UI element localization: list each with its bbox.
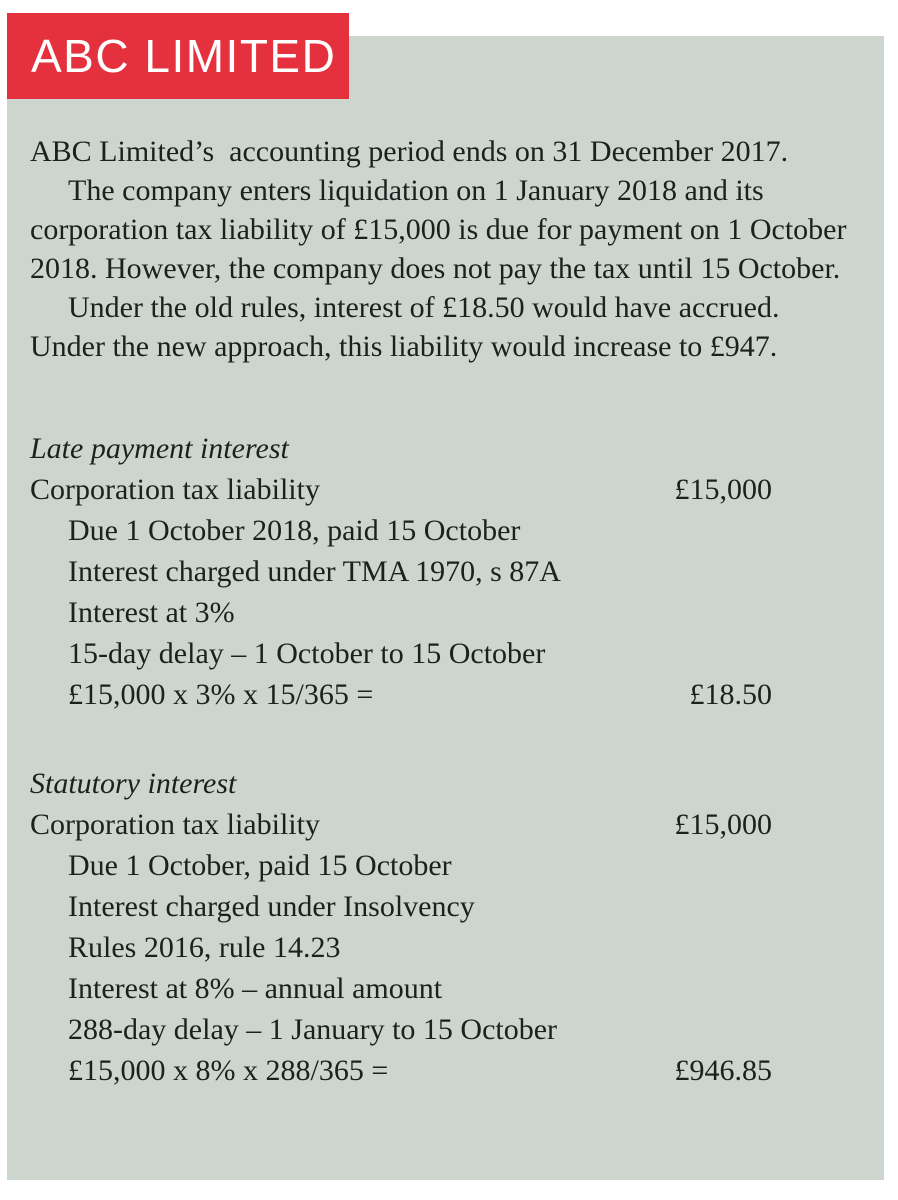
row-label: Corporation tax liability — [30, 808, 320, 841]
row-label: Interest at 3% — [68, 596, 235, 629]
section-heading-late-payment-interest: Late payment interest — [30, 432, 289, 465]
table-row — [30, 592, 860, 633]
row-label: 288-day delay – 1 January to 15 October — [68, 1013, 558, 1046]
row-label: Interest charged under Insolvency — [68, 890, 475, 923]
company-banner — [7, 13, 349, 99]
row-label: Corporation tax liability — [30, 473, 320, 506]
table-row — [30, 886, 860, 927]
statutory-interest-section — [30, 763, 860, 1091]
row-label: Interest charged under TMA 1970, s 87A — [68, 555, 561, 588]
table-row — [30, 551, 860, 592]
table-row — [30, 469, 860, 510]
row-amount: £946.85 — [674, 1054, 772, 1087]
table-row — [30, 1050, 860, 1091]
table-row — [30, 674, 860, 715]
late-payment-interest-section — [30, 428, 860, 715]
row-amount: £15,000 — [674, 473, 772, 506]
intro-paragraph-3: Under the old rules, interest of £18.50 would have accrued. Under the new approach, this liability would increase to £947. — [30, 291, 787, 363]
row-label: Due 1 October 2018, paid 15 October — [68, 514, 521, 547]
company-banner-title: ABC LIMITED — [31, 30, 337, 82]
row-label: £15,000 x 8% x 288/365 = — [68, 1054, 389, 1087]
row-label: Rules 2016, rule 14.23 — [68, 931, 341, 964]
row-amount: £18.50 — [689, 678, 772, 711]
row-label: Interest at 8% – annual amount — [68, 972, 443, 1005]
table-row — [30, 804, 860, 845]
table-row — [30, 845, 860, 886]
row-label: 15-day delay – 1 October to 15 October — [68, 637, 546, 670]
example-content — [7, 36, 884, 1091]
row-amount: £15,000 — [674, 808, 772, 841]
table-row — [30, 927, 860, 968]
intro-paragraph-2: The company enters liquidation on 1 January 2018 and its corporation tax liability of £15,000 is due for payment on 1 October 2018. However, the company does not pay the tax until 15 October. — [30, 174, 854, 285]
intro-paragraph-1: ABC Limited’s accounting period ends on 31 December 2017. — [30, 135, 789, 168]
table-row — [30, 968, 860, 1009]
row-label: £15,000 x 3% x 15/365 = — [68, 678, 374, 711]
table-row — [30, 1009, 860, 1050]
table-row — [30, 510, 860, 551]
table-row — [30, 633, 860, 674]
section-heading-statutory-interest: Statutory interest — [30, 767, 237, 800]
row-label: Due 1 October, paid 15 October — [68, 849, 452, 882]
